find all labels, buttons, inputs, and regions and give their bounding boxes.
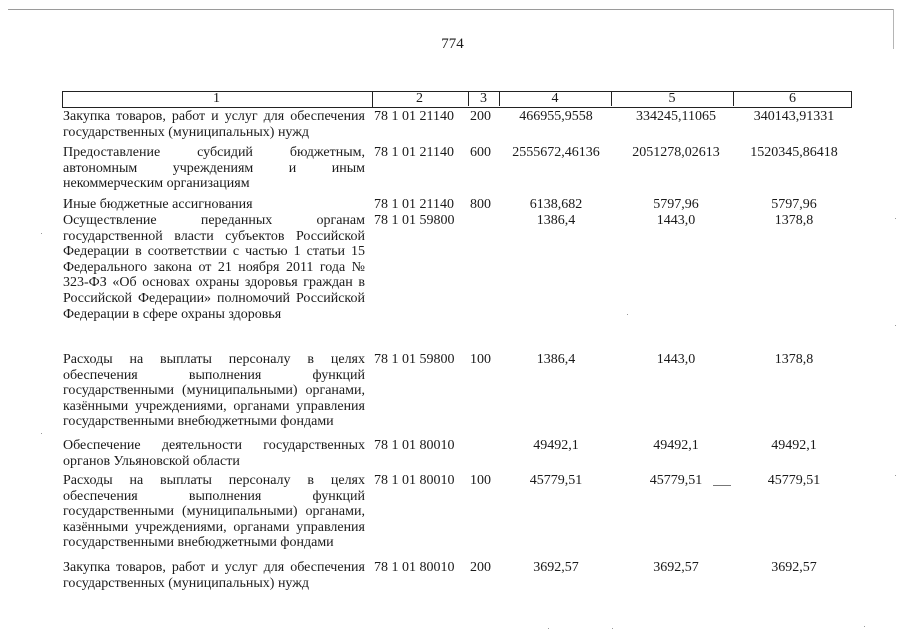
header-col-6: 6 <box>789 91 796 106</box>
row-value-5: 49492,1 <box>653 438 699 453</box>
header-col-1: 1 <box>213 91 220 106</box>
row-value-6: 3692,57 <box>771 560 817 575</box>
row-value-4: 1386,4 <box>536 213 576 228</box>
table-header <box>62 91 852 108</box>
row-name: Закупка товаров, работ и услуг для обеспечения государственных (муниципальных) нужд <box>63 109 365 140</box>
row-value-6: 340143,91331 <box>753 109 835 124</box>
scan-speck <box>864 626 865 627</box>
row-value-4: 6138,682 <box>529 197 583 212</box>
scan-mark <box>713 485 731 486</box>
row-type: 100 <box>470 473 491 488</box>
row-name: Обеспечение деятельности государственных органов Ульяновской области <box>63 438 365 469</box>
scan-speck <box>41 433 42 434</box>
scan-border-top <box>8 9 894 10</box>
row-value-6: 45779,51 <box>767 473 821 488</box>
row-value-4: 466955,9558 <box>519 109 593 124</box>
row-value-6: 1378,8 <box>774 352 814 367</box>
row-code: 78 1 01 21140 <box>374 197 454 212</box>
row-value-6: 1378,8 <box>774 213 814 228</box>
row-value-5: 334245,11065 <box>636 109 716 124</box>
row-value-5: 1443,0 <box>656 213 696 228</box>
row-name: Закупка товаров, работ и услуг для обеспечения государственных (муниципальных) нужд <box>63 560 365 591</box>
row-name: Иные бюджетные ассигнования <box>63 197 253 212</box>
header-col-2: 2 <box>416 91 423 106</box>
header-col-3: 3 <box>480 91 487 106</box>
page-number: 774 <box>441 36 464 52</box>
row-value-4: 1386,4 <box>536 352 576 367</box>
row-value-5: 5797,96 <box>653 197 699 212</box>
scan-speck <box>612 628 613 629</box>
row-value-5: 2051278,02613 <box>632 145 720 160</box>
header-col-4: 4 <box>551 91 559 106</box>
row-value-4: 2555672,46136 <box>512 145 600 160</box>
row-type: 100 <box>470 352 491 367</box>
row-value-4: 3692,57 <box>533 560 579 575</box>
row-code: 78 1 01 80010 <box>374 560 455 575</box>
row-value-5: 3692,57 <box>653 560 699 575</box>
row-code: 78 1 01 21140 <box>374 145 454 160</box>
scan-speck <box>895 475 896 476</box>
row-type: 800 <box>470 197 491 212</box>
row-value-6: 5797,96 <box>771 197 817 212</box>
scan-speck <box>548 628 549 629</box>
row-code: 78 1 01 80010 <box>374 473 455 488</box>
row-value-4: 45779,51 <box>529 473 583 488</box>
row-value-6: 1520345,86418 <box>750 145 838 160</box>
row-type: 600 <box>470 145 491 160</box>
row-code: 78 1 01 80010 <box>374 438 455 453</box>
header-col-5: 5 <box>668 91 676 106</box>
row-type: 200 <box>470 560 491 575</box>
row-value-5: 45779,51 <box>649 473 703 488</box>
row-name: Расходы на выплаты персоналу в целях обеспечения выполнения функций государственными (муниципальными) органами, казёнными учреждениями, органами управления государственными внебюджетными фондами <box>63 352 365 430</box>
row-value-6: 49492,1 <box>771 438 817 453</box>
scan-speck <box>895 325 896 326</box>
row-name: Расходы на выплаты персоналу в целях обеспечения выполнения функций государственными (муниципальными) органами, казёнными учреждениями, органами управления государственными внебюджетными фондами <box>63 473 365 551</box>
row-type: 200 <box>470 109 491 124</box>
scan-speck <box>627 314 628 315</box>
row-code: 78 1 01 59800 <box>374 213 455 228</box>
scan-speck <box>41 233 42 234</box>
row-value-5: 1443,0 <box>656 352 696 367</box>
row-code: 78 1 01 59800 <box>374 352 455 367</box>
row-name: Осуществление переданных органам государственной власти субъектов Российской Федерации в соответствии с частью 1 статьи 15 Федерального закона от 21 ноября 2011 года № 323-ФЗ «Об основах охраны здоровья граждан в Российской Федерации» полномочий Российской Федерации в сфере охраны здоровья <box>63 213 365 322</box>
row-code: 78 1 01 21140 <box>374 109 454 124</box>
row-value-4: 49492,1 <box>533 438 579 453</box>
row-name: Предоставление субсидий бюджетным, автономным учреждениям и иным некоммерческим организациям <box>63 145 365 192</box>
scan-speck <box>895 218 896 219</box>
